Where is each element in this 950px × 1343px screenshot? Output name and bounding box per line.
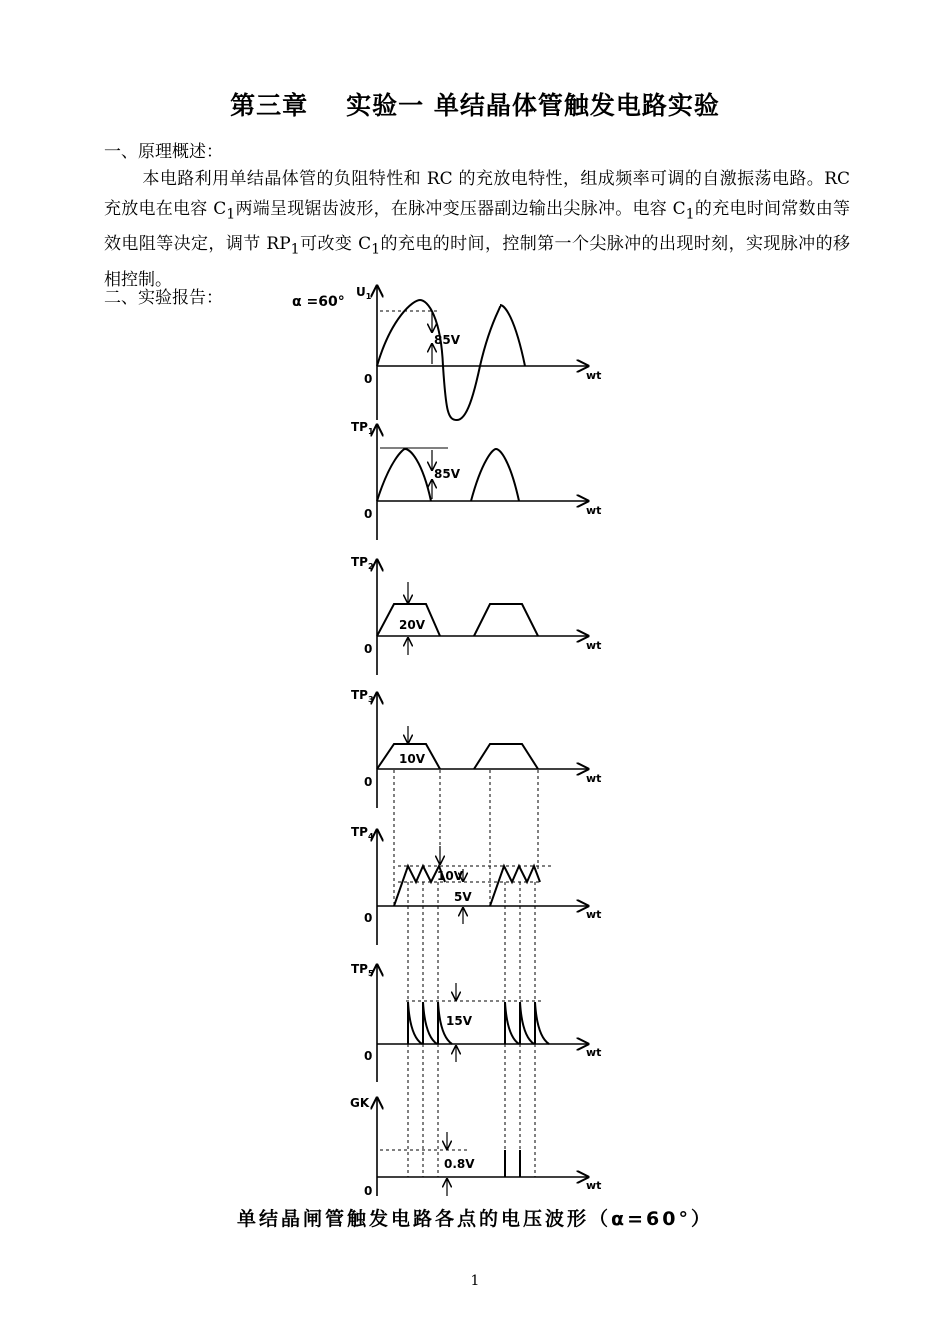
tp4-amplitude: 10V bbox=[437, 869, 463, 883]
gk-amplitude: 0.8V bbox=[444, 1157, 475, 1171]
tp3-origin: 0 bbox=[364, 775, 373, 789]
tp5-origin: 0 bbox=[364, 1049, 373, 1063]
section1-heading: 一、原理概述： bbox=[104, 142, 223, 162]
gk-origin: 0 bbox=[364, 1184, 373, 1198]
tp1-origin: 0 bbox=[364, 507, 373, 521]
tp1-label: $TP_1$ bbox=[351, 420, 374, 436]
u1-origin: 0 bbox=[364, 372, 373, 386]
tp3-amplitude: 10V bbox=[399, 752, 425, 766]
trace-tp4 bbox=[351, 825, 601, 945]
tp4-amplitude2: 5V bbox=[454, 890, 472, 904]
chapter-title: 第三章 bbox=[230, 91, 309, 120]
tp5-label: $TP_5$ bbox=[351, 962, 374, 978]
gk-label: GK bbox=[350, 1096, 370, 1110]
trace-tp5 bbox=[351, 962, 601, 1082]
alignment-guides bbox=[394, 770, 538, 1177]
figure-caption: 单结晶闸管触发电路各点的电压波形（α=60°） bbox=[237, 1208, 713, 1230]
trace-gk bbox=[350, 1096, 601, 1198]
tp2-label: $TP_2$ bbox=[351, 555, 374, 571]
tp1-axis-x: wt bbox=[586, 504, 602, 517]
tp2-origin: 0 bbox=[364, 642, 373, 656]
alpha-label: α =60° bbox=[292, 294, 345, 310]
tp4-label: $TP_4$ bbox=[351, 825, 374, 841]
tp1-amplitude: 85V bbox=[434, 467, 460, 481]
tp2-axis-x: wt bbox=[586, 639, 602, 652]
section2-heading: 二、实验报告： bbox=[104, 288, 223, 308]
tp5-axis-x: wt bbox=[586, 1046, 602, 1059]
gk-axis-x: wt bbox=[586, 1179, 602, 1192]
tp4-axis-x: wt bbox=[586, 908, 602, 921]
u1-label: $U_1$ bbox=[356, 285, 372, 301]
tp2-amplitude: 20V bbox=[399, 618, 425, 632]
tp3-axis-x: wt bbox=[586, 772, 602, 785]
tp5-amplitude: 15V bbox=[446, 1014, 472, 1028]
trace-tp1 bbox=[351, 420, 601, 540]
u1-axis-x: wt bbox=[586, 369, 602, 382]
principle-paragraph: 本电路利用单结晶体管的负阻特性和 RC 的充放电特性，组成频率可调的自激振荡电路。RC 充放电在电容 $C_1$两端呈现锯齿波形，在脉冲变压器副边输出尖脉冲。电容 $C_1$的充电时间常数由等效电阻等决定，调节 $RP_1$可改变 $C_1$的充电的时间，控制第一个尖脉冲的出现时刻，实现脉冲的移相控制。 bbox=[104, 169, 851, 290]
tp3-label: $TP_3$ bbox=[351, 688, 374, 704]
trace-tp2 bbox=[351, 555, 601, 675]
tp4-origin: 0 bbox=[364, 911, 373, 925]
page-number: 1 bbox=[470, 1273, 480, 1289]
u1-amplitude: 85V bbox=[434, 333, 460, 347]
experiment-title: 实验一 单结晶体管触发电路实验 bbox=[346, 91, 720, 120]
trace-tp3 bbox=[351, 688, 601, 808]
trace-u1 bbox=[356, 285, 601, 420]
